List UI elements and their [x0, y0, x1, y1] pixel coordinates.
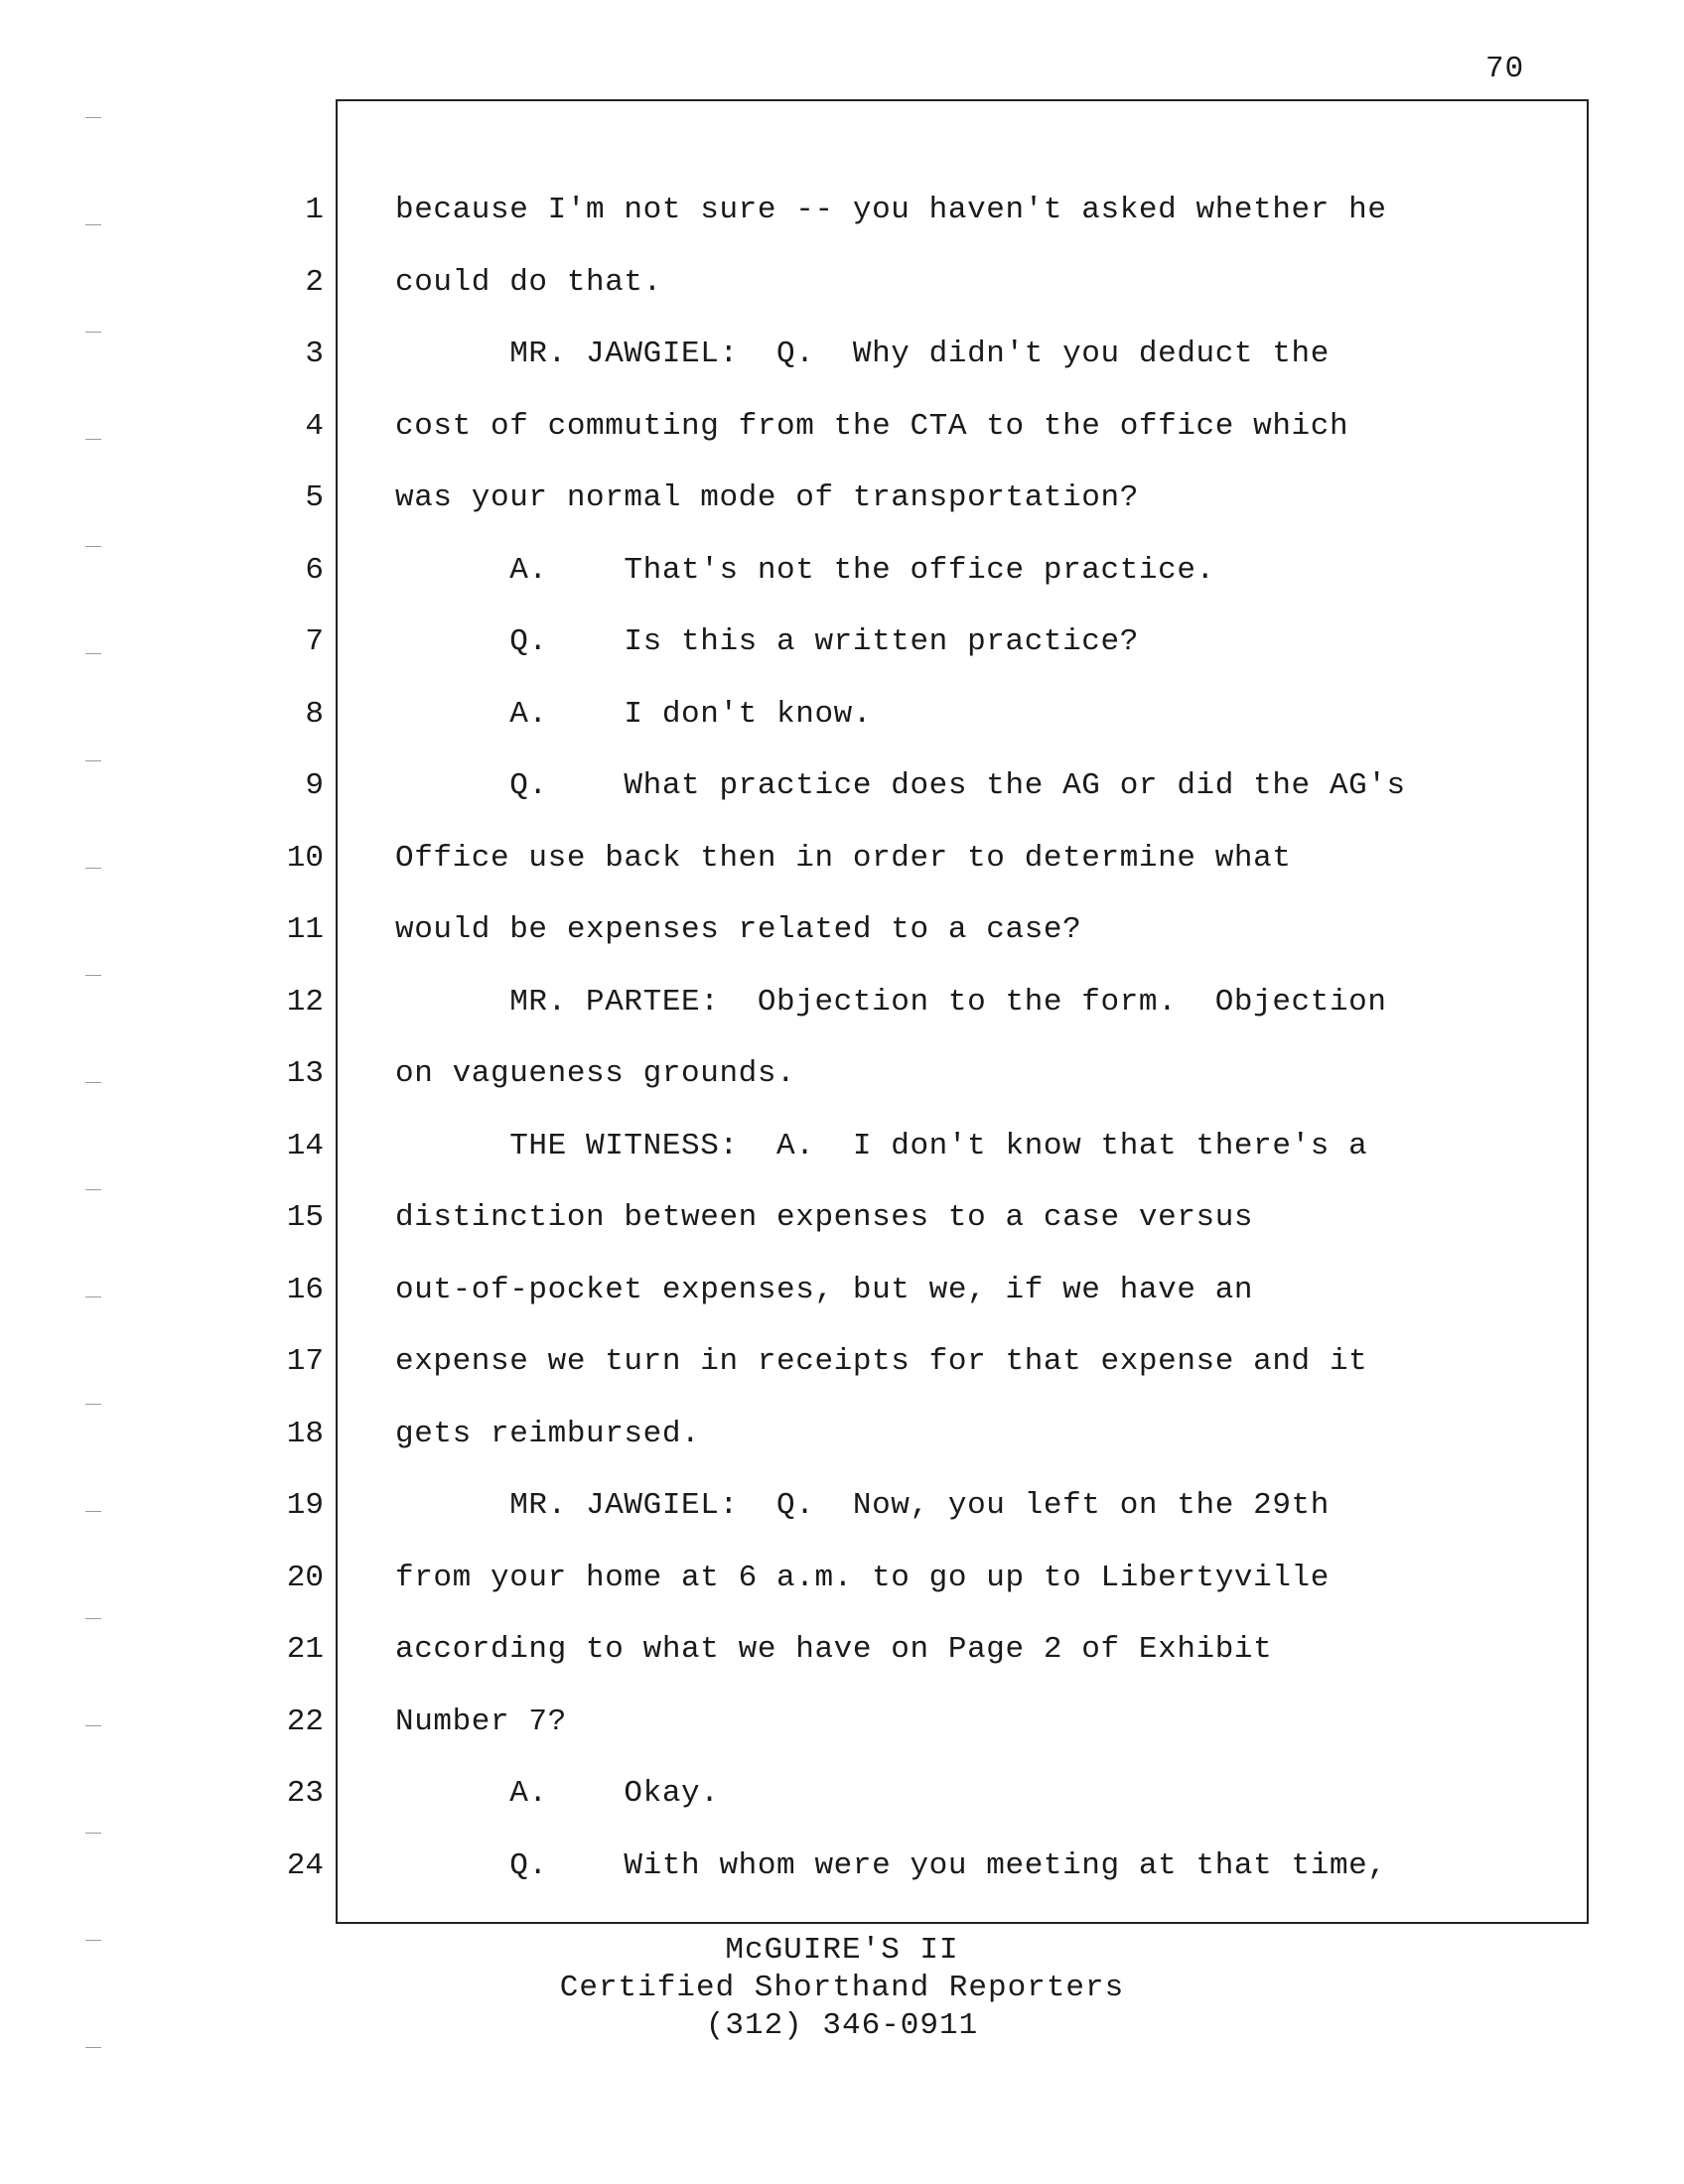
line-number: 4 [305, 409, 324, 444]
line-number: 19 [286, 1488, 324, 1523]
margin-tick [85, 975, 101, 976]
footer [0, 1932, 1684, 2045]
line-number: 5 [305, 480, 324, 515]
line-number: 16 [286, 1273, 324, 1307]
line-number: 12 [286, 985, 324, 1020]
margin-tick [85, 332, 101, 333]
margin-tick [85, 117, 101, 118]
line-number: 17 [286, 1344, 324, 1379]
margin-tick [85, 439, 101, 440]
line-text: distinction between expenses to a case versus [395, 1200, 1254, 1235]
line-number: 13 [286, 1056, 324, 1091]
line-number: 6 [305, 553, 324, 588]
line-number: 22 [286, 1705, 324, 1739]
line-text: on vagueness grounds. [395, 1056, 796, 1091]
line-number: 14 [286, 1129, 324, 1163]
margin-tick [85, 1725, 101, 1726]
footer-company: McGUIRE'S II [725, 1933, 959, 1968]
line-text: Q. With whom were you meeting at that time, [395, 1848, 1387, 1883]
line-text: because I'm not sure -- you haven't asked whether he [395, 193, 1387, 227]
margin-tick [85, 1189, 101, 1190]
margin-tick [85, 1833, 101, 1834]
line-number: 24 [286, 1848, 324, 1883]
line-text: Office use back then in order to determine what [395, 841, 1292, 876]
margin-tick [85, 546, 101, 547]
line-text: out-of-pocket expenses, but we, if we have an [395, 1273, 1254, 1307]
line-text: Q. Is this a written practice? [395, 624, 1139, 659]
margin-tick [85, 224, 101, 225]
line-text: gets reimbursed. [395, 1417, 701, 1451]
line-number: 3 [305, 337, 324, 371]
margin-tick [85, 653, 101, 654]
line-number: 15 [286, 1200, 324, 1235]
line-text: Number 7? [395, 1705, 567, 1739]
line-text: could do that. [395, 265, 662, 300]
line-number: 11 [286, 912, 324, 947]
margin-tick [85, 1404, 101, 1405]
line-text: cost of commuting from the CTA to the office which [395, 409, 1349, 444]
page-number: 70 [1485, 52, 1525, 86]
line-text: MR. JAWGIEL: Q. Why didn't you deduct the [395, 337, 1330, 371]
line-text: A. Okay. [395, 1776, 720, 1811]
line-text: from your home at 6 a.m. to go up to Libertyville [395, 1561, 1330, 1595]
line-number: 9 [305, 768, 324, 803]
line-number: 23 [286, 1776, 324, 1811]
line-text: MR. JAWGIEL: Q. Now, you left on the 29th [395, 1488, 1330, 1523]
footer-subtitle: Certified Shorthand Reporters [559, 1971, 1125, 2005]
margin-tick [85, 1511, 101, 1512]
line-number: 21 [286, 1632, 324, 1667]
margin-tick [85, 1082, 101, 1083]
margin-tick [85, 1618, 101, 1619]
line-text: A. I don't know. [395, 697, 873, 732]
footer-phone: (312) 346-0911 [705, 2008, 979, 2043]
line-text: Q. What practice does the AG or did the AG's [395, 768, 1406, 803]
line-text: A. That's not the office practice. [395, 553, 1215, 588]
line-number: 18 [286, 1417, 324, 1451]
line-text: expense we turn in receipts for that expense and it [395, 1344, 1368, 1379]
line-number: 1 [305, 193, 324, 227]
line-text: THE WITNESS: A. I don't know that there's a [395, 1129, 1368, 1163]
line-number: 2 [305, 265, 324, 300]
margin-tick [85, 760, 101, 761]
margin-tick [85, 2047, 101, 2048]
margin-tick [85, 868, 101, 869]
line-number: 8 [305, 697, 324, 732]
line-text: was your normal mode of transportation? [395, 480, 1139, 515]
line-text: according to what we have on Page 2 of Exhibit [395, 1632, 1273, 1667]
line-text: would be expenses related to a case? [395, 912, 1082, 947]
line-text: MR. PARTEE: Objection to the form. Objection [395, 985, 1387, 1020]
line-number: 7 [305, 624, 324, 659]
line-number: 10 [286, 841, 324, 876]
line-number: 20 [286, 1561, 324, 1595]
